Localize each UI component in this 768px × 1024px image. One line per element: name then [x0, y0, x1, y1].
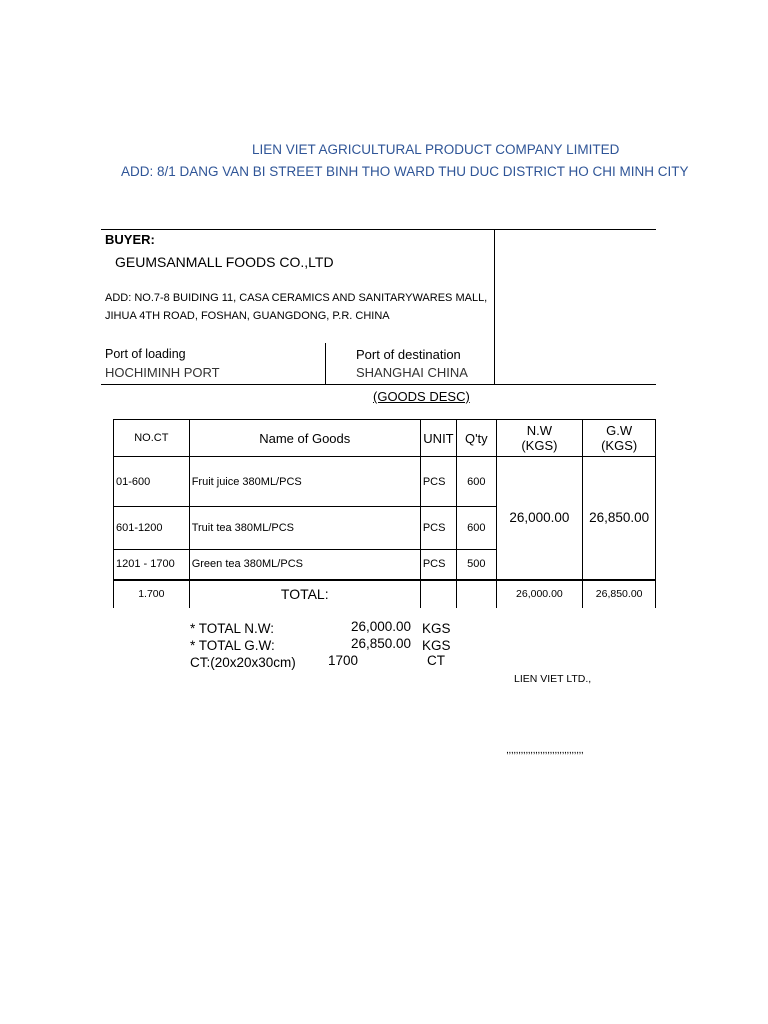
total-qty-empty — [457, 580, 496, 608]
row-unit: PCS — [420, 457, 456, 507]
box-bottom-line — [101, 384, 656, 385]
header-nw-line2: (KGS) — [521, 438, 558, 453]
signature-mark: ,,,,,,,,,,,,,,,,,,,,,,,,,,,,,,,, — [506, 744, 584, 756]
header-nw — [496, 420, 583, 457]
total-unit-empty — [420, 580, 456, 608]
header-qty: Q'ty — [457, 420, 496, 457]
total-gw-label: * TOTAL G.W: — [190, 638, 275, 653]
total-gw: 26,850.00 — [583, 580, 656, 608]
buyer-label: BUYER: — [105, 232, 155, 247]
total-nw-unit: KGS — [422, 621, 451, 636]
row-qty: 600 — [457, 457, 496, 507]
port-of-destination-label: Port of destination — [356, 347, 461, 362]
row-unit: PCS — [420, 550, 456, 580]
table-header-row — [114, 420, 656, 457]
row-name: Green tea 380ML/PCS — [189, 550, 420, 580]
buyer-address-line2: JIHUA 4TH ROAD, FOSHAN, GUANGDONG, P.R. CHINA — [105, 310, 390, 322]
total-nw: 26,000.00 — [496, 580, 583, 608]
buyer-name: GEUMSANMALL FOODS CO.,LTD — [115, 254, 334, 270]
row-name: Fruit juice 380ML/PCS — [189, 457, 420, 507]
goods-table — [113, 419, 656, 608]
table-row — [114, 457, 656, 507]
signature-company: LIEN VIET LTD., — [514, 673, 592, 685]
total-label: TOTAL: — [189, 580, 420, 608]
goods-desc-title: (GOODS DESC) — [373, 389, 470, 404]
row-no-ct: 601-1200 — [114, 507, 190, 550]
box-right-divider — [494, 229, 495, 384]
row-no-ct: 01-600 — [114, 457, 190, 507]
header-unit: UNIT — [420, 420, 456, 457]
header-gw — [583, 420, 656, 457]
row-unit: PCS — [420, 507, 456, 550]
company-name: LIEN VIET AGRICULTURAL PRODUCT COMPANY LIMITED — [252, 142, 620, 157]
header-name-of-goods: Name of Goods — [189, 420, 420, 457]
box-top-line — [101, 229, 656, 230]
ct-label: CT:(20x20x30cm) — [190, 655, 296, 670]
header-nw-line1: N.W — [526, 423, 553, 438]
port-of-loading-value: HOCHIMINH PORT — [105, 365, 220, 380]
company-address: ADD: 8/1 DANG VAN BI STREET BINH THO WARD THU DUC DISTRICT HO CHI MINH CITY — [121, 164, 689, 179]
port-of-loading-label: Port of loading — [105, 347, 186, 361]
row-name: Truit tea 380ML/PCS — [189, 507, 420, 550]
header-no-ct: NO.CT — [114, 420, 190, 457]
nw-value: 26,000.00 — [496, 457, 583, 580]
buyer-address-line1: ADD: NO.7-8 BUIDING 11, CASA CERAMICS AND SANITARYWARES MALL, — [105, 292, 488, 304]
total-nw-label: * TOTAL N.W: — [190, 621, 275, 636]
total-no-ct: 1.700 — [114, 580, 190, 608]
total-row — [114, 580, 656, 608]
total-nw-value: 26,000.00 — [351, 619, 412, 634]
header-gw-line2: (KGS) — [601, 438, 638, 453]
total-gw-value: 26,850.00 — [351, 636, 412, 651]
row-no-ct: 1201 - 1700 — [114, 550, 190, 580]
row-qty: 600 — [457, 507, 496, 550]
port-of-destination-value: SHANGHAI CHINA — [356, 365, 468, 380]
header-gw-line1: G.W — [606, 423, 633, 438]
row-qty: 500 — [457, 550, 496, 580]
ct-value: 1700 — [328, 653, 359, 668]
total-gw-unit: KGS — [422, 638, 451, 653]
ct-unit: CT — [427, 653, 445, 668]
port-divider — [325, 343, 326, 384]
gw-value: 26,850.00 — [583, 457, 656, 580]
